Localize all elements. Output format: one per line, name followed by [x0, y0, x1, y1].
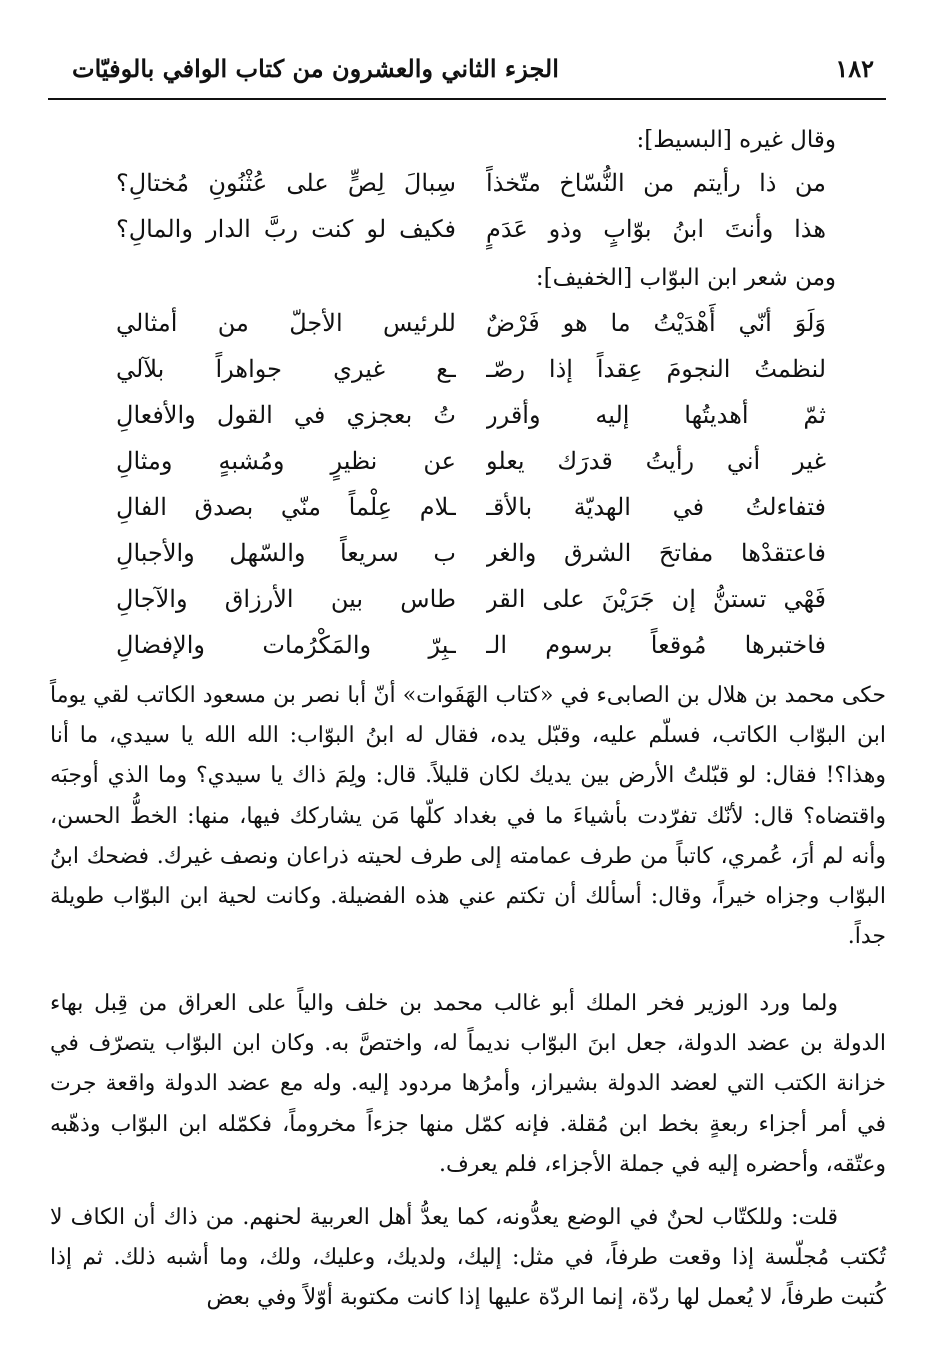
prose-paragraph: ولما ورد الوزير فخر الملك أبو غالب محمد بن خلف والياً على العراق من قِبل بهاء الدولة بن عضد الدولة، جعل ابنَ البوّاب نديماً له، واختصَّ به. وكان ابن البوّاب يتصرّف في خزانة الكتب التي لعضد الدولة بشيراز، وأمرُها مردود إليه. وله مع عضد الدولة واقعة جرت في أمر أجزاء ربعةٍ بخط ابن مُقلة. فإنه كمّل منها جزءاً مخروماً، فكمّله ابن البوّاب وذهّبه وعتّقه، وأحضره إليه في جملة الأجزاء، فلم يعرف.	[50, 991, 886, 1177]
poem2-verse	[116, 392, 826, 438]
verse-second-hemistich: عن نظيرٍ ومُشبهٍ ومثالِ	[116, 447, 456, 475]
page-header	[48, 40, 886, 100]
verse-second-hemistich: فكيف لو كنت ربَّ الدار والمالِ؟	[116, 215, 456, 243]
verse-second-hemistich: تُ بعجزي في القول والأفعالِ	[116, 401, 456, 429]
verse-first-hemistich: لنظمتُ النجومَ عِقداً إذا رصّـ	[486, 355, 826, 383]
poem1-intro: وقال غيره [البسيط]:	[636, 127, 836, 153]
poem2-verse	[116, 438, 826, 484]
verse-first-hemistich: ثمّ أهديتُها إليه وأقرر	[486, 401, 826, 429]
poem2-verse	[116, 576, 826, 622]
verse-first-hemistich: فَهْي تستنُّ إن جَرَيْنَ على القر	[486, 585, 826, 613]
verse-second-hemistich: ـلام عِلْماً منّي بصدق الفالِ	[116, 493, 456, 521]
verse-first-hemistich: من ذا رأيتم من النُّسّاخ متّخذاً	[486, 169, 826, 197]
verse-first-hemistich: فتفاءلتُ في الهديّة بالأقـ	[486, 493, 826, 521]
verse-second-hemistich: سِبالَ لِصٍّ على عُثْنُونِ مُختالِ؟	[116, 169, 456, 197]
prose-paragraph: حكى محمد بن هلال بن الصابىء في «كتاب الهَفَوات» أنّ أبا نصر بن مسعود الكاتب لقي يوماً ابن البوّاب الكاتب، فسلّم عليه، وقبّل يده، فقال له ابنُ البوّاب: الله الله يا سيدي، ما أنا وهذا؟! فقال: لو قبّلتُ الأرض بين يديك لكان قليلاً. قال: ولِمَ ذاك يا سيدي؟ وما الذي أوجبَه واقتضاه؟ قال: لأنّك تفرّدت بأشياءَ ما في بغداد كلّها مَن يشاركك فيها، منها: الخطُّ الحسن، وأنه لم أرَ، عُمري، كاتباً من طرف عمامته إلى طرف لحيته ذراعان ونصف غيرك. فضحك ابنُ البوّاب وجزاه خيراً، وقال: أسألك أن تكتم عني هذه الفضيلة. وكانت لحية ابن البوّاب طويلة جداً.	[50, 683, 886, 950]
verse-first-hemistich: هذا وأنتَ ابنُ بوّابٍ وذو عَدَمٍ	[486, 215, 826, 243]
running-title: الجزء الثاني والعشرون من كتاب الوافي بالوفيّات	[72, 54, 559, 83]
page-number: ١٨٢	[835, 54, 874, 83]
verse-second-hemistich: طاس بين الأرزاق والآجالِ	[116, 585, 456, 613]
verse-second-hemistich: ـع غيري جواهراً بلآلي	[116, 355, 456, 383]
verse-second-hemistich: ب سريعاً والسّهل والأجبالِ	[116, 539, 456, 567]
poem2-intro: ومن شعر ابن البوّاب [الخفيف]:	[535, 265, 836, 291]
verse-first-hemistich: فاعتقدْها مفاتحَ الشرق والغر	[486, 539, 826, 567]
verse-first-hemistich: وَلَوَ أنّي أَهْدَيْتُ ما هو فَرْضٌ	[486, 309, 826, 337]
verse-first-hemistich: غير أني رأيتُ قدرَك يعلو	[486, 447, 826, 475]
poem1-verse	[116, 160, 826, 206]
verse-second-hemistich: للرئيس الأجلّ من أمثالي	[116, 309, 456, 337]
verse-second-hemistich: ـبِرّ والمَكْرُمات والإفضالِ	[116, 631, 456, 659]
poem1-verse	[116, 206, 826, 252]
poem2-verse	[116, 300, 826, 346]
poem2-verse	[116, 346, 826, 392]
poem2-verse	[116, 622, 826, 668]
prose-paragraph: قلت: وللكتّاب لحنٌ في الوضع يعدُّونه، كما يعدُّ أهل العربية لحنهم. من ذاك أن الكاف لا تُكتب مُجلّسة إذا وقعت طرفاً، في مثل: إليك، ولديك، وعليك، ولك، وما أشبه ذلك. ثم إذا كُتبت طرفاً، لا يُعمل لها ردّة، إنما الردّة عليها إذا كانت مكتوبة أوّلاً وفي بعض	[50, 1205, 886, 1311]
poem2-verse	[116, 530, 826, 576]
poem2-verse	[116, 484, 826, 530]
verse-first-hemistich: فاختبرها مُوقعاً برسوم الـ	[486, 631, 826, 659]
